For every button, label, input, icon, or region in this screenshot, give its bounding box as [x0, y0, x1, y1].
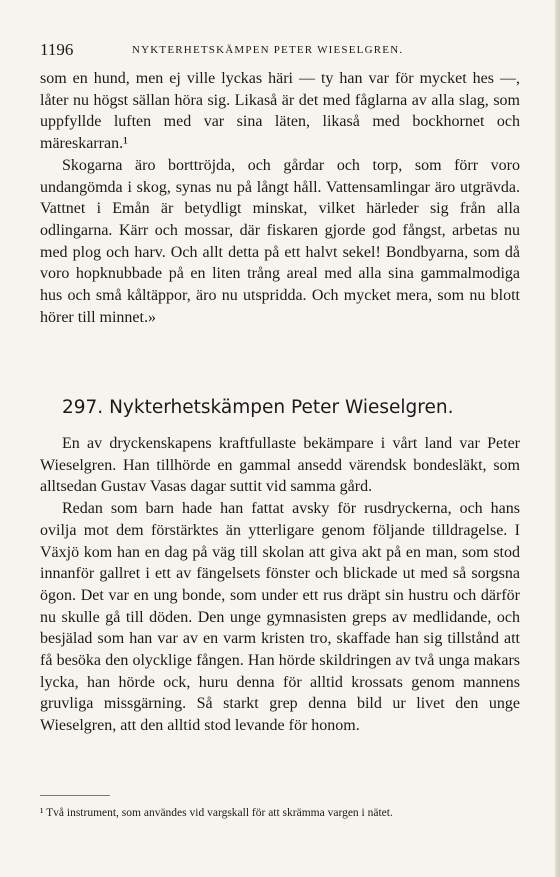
page-edge — [555, 0, 560, 877]
footnote: ¹ Två instrument, som användes vid vargskall för att skrämma vargen i nätet. — [40, 807, 393, 819]
footnote-divider — [40, 795, 110, 796]
body-text-bottom — [40, 433, 520, 737]
running-title: NYKTERHETSKÄMPEN PETER WIESELGREN. — [132, 44, 404, 56]
section-heading: 297. Nykterhetskämpen Peter Wieselgren. — [62, 397, 454, 418]
paragraph: som en hund, men ej ville lyckas häri — ty han var för mycket hes —, låter nu högst sällan höra sig. Likaså är det med fåglarna av alla slag, som uppfyllde luften med var sina läten, likaså med bockhornet och märeskarran.¹ — [40, 70, 520, 153]
paragraph: Redan som barn hade han fattat avsky för rusdryckerna, och hans ovilja mot dem förstärktes än ytterligare genom följande tilldragelse. I Växjö kom han en dag på väg till skolan att giva akt på en man, som stod innanför gallret i ett av fängelsets fönster och blickade ut med så sorgsna ögon. Det var en ung bonde, som under ett rus dräpt sin hustru och därför nu skulle gå till döden. Den unge gymnasisten greps av medlidande, och besjälad som han var av en varm kristen tro, skaffade han sig tillstånd att få besöka den olycklige fången. Han hörde skildringen av två unga makars lycka, han hörde ock, huru denna för alltid krossats genom mannens gruvliga missgärning. Så starkt grep denna bild ur livet den unge Wieselgren, att den alltid stod levande för honom. — [40, 500, 520, 735]
paragraph: Skogarna äro borttröjda, och gårdar och torp, som förr voro undangömda i skog, synas nu på långt håll. Vattensamlingar äro utgrävda. Vattnet i Emån är betydligt minskat, vilket härleder sig från alla odlingarna. Kärr och mossar, där fiskaren gjorde god fångst, arbetas nu med plog och harv. Och allt detta på ett halvt sekel! Bondbyarna, som då voro hopknubbade på en liten trång areal med alla sina gammalmodiga hus och små kåltäppor, äro nu utspridda. Och mycket mera, som nu blott hörer till minnet.» — [40, 156, 520, 326]
page-header — [40, 40, 520, 62]
page-number: 1196 — [40, 40, 74, 59]
body-text-top — [40, 68, 520, 328]
paragraph: En av dryckenskapens kraftfullaste bekämpare i vårt land var Peter Wieselgren. Han tillhörde en gammal ansedd värendsk bondesläkt, som alltsedan Gustav Vasas dagar suttit vid samma gård. — [40, 435, 520, 496]
